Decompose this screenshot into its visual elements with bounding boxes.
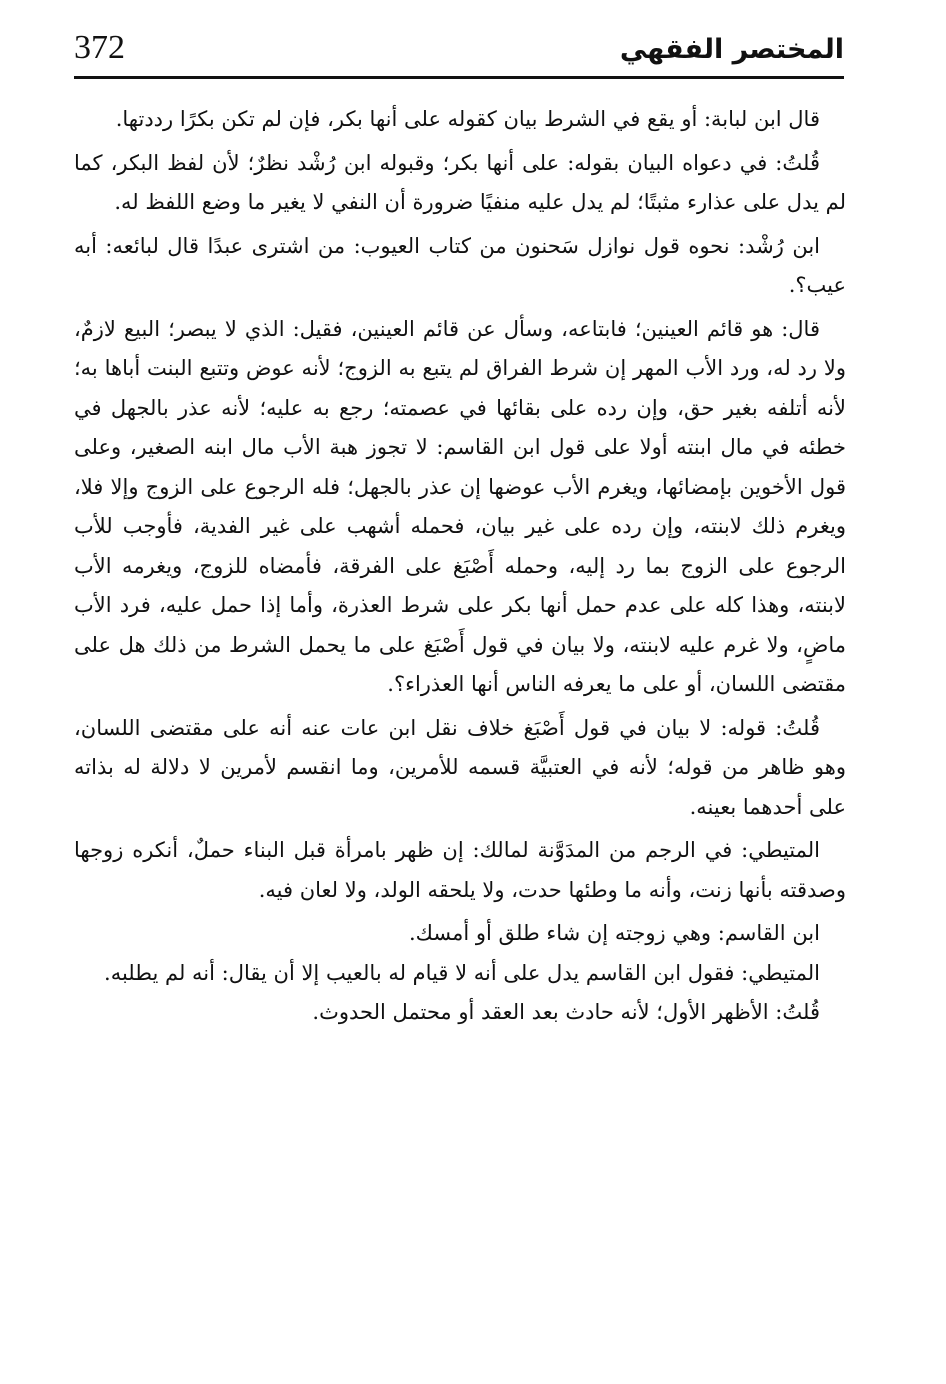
paragraph: قُلتُ: قوله: لا بيان في قول أَصْبَغ خلاف نقل ابن عات عنه أنه على مقتضى اللسان، وهو ظاهر من قوله؛ لأنه في العتبيَّة قسمه للأمرين، وما انقسم لأمرين لا دلالة له بذاته على أحدهما بعينه.	[74, 715, 846, 819]
main-text	[74, 100, 846, 1033]
page-header	[74, 18, 844, 80]
paragraph: قال ابن لبابة: أو يقع في الشرط بيان كقوله على أنها بكر، فإن لم تكن بكرًا رددتها.	[115, 107, 820, 131]
paragraph: ابن رُشْد: نحوه قول نوازل سَحنون من كتاب العيوب: من اشترى عبدًا قال لبائعه: أبه عيب؟.	[74, 233, 846, 297]
header-rule	[74, 76, 844, 79]
paragraph: المتيطي: في الرجم من المدَوَّنة لمالك: إن ظهر بامرأة قبل البناء حملٌ، أنكره زوجها وصدقته بأنها زنت، وأنه ما وطئها حدت، ولا يلحقه الولد، ولا لعان فيه.	[74, 838, 846, 902]
paragraph: قُلتُ: الأظهر الأول؛ لأنه حادث بعد العقد أو محتمل الحدوث.	[312, 1000, 820, 1024]
page-number: 372	[74, 29, 125, 66]
paragraph: ابن القاسم: وهي زوجته إن شاء طلق أو أمسك.	[408, 921, 820, 945]
paragraph: المتيطي: فقول ابن القاسم يدل على أنه لا قيام له بالعيب إلا أن يقال: أنه لم يطلبه.	[104, 960, 820, 985]
book-title: المختصر الفقهي	[619, 34, 844, 65]
paragraph: قُلتُ: في دعواه البيان بقوله: على أنها بكر؛ وقبوله ابن رُشْد نظرٌ؛ لأن لفظ البكر، كما لم يدل على عذارء مثبتًا؛ لم يدل عليه منفيًا ضرورة أن النفي لا يغير ما وضع اللفظ له.	[74, 150, 846, 214]
paragraph: قال: هو قائم العينين؛ فابتاعه، وسأل عن قائم العينين، فقيل: الذي لا يبصر؛ البيع لازمٌ، ولا رد له، ورد الأب المهر إن شرط الفراق لم يتبع به الزوج؛ لأنه عوض وتتبع البنت أباها به؛ لأنه أتلفه بغير حق، وإن رده على بقائها في عصمته؛ رجع به عليه؛ لأنه عذر بالجهل في خطئه في مال ابنته أولا على قول ابن القاسم: لا تجوز هبة الأب مال ابنه الصغير، وعلى قول الأخوين بإمضائها، ويغرم الأب عوضها إن عذر بالجهل؛ فله الرجوع على الزوج وإلا فلا، ويغرم ذلك لابنته، وإن رده على غير بيان، فحمله أشهب على غير الفدية، فأوجب للأب الرجوع على الزوج بما رد إليه، وحمله أَصْبَغ على الفرقة، فأمضاه للزوج، ويغرمه الأب لابنته، وهذا كله على عدم حمل أنها بكر على شرط العذرة، وأما إذا حمل عليه، فرد الأب ماضٍ، ولا غرم عليه لابنته، ولا بيان في قول أَصْبَغ على ما يحمل الشرط من ذلك هل على مقتضى اللسان، أو على ما يعرفه الناس أنها العذراء؟.	[74, 316, 846, 696]
